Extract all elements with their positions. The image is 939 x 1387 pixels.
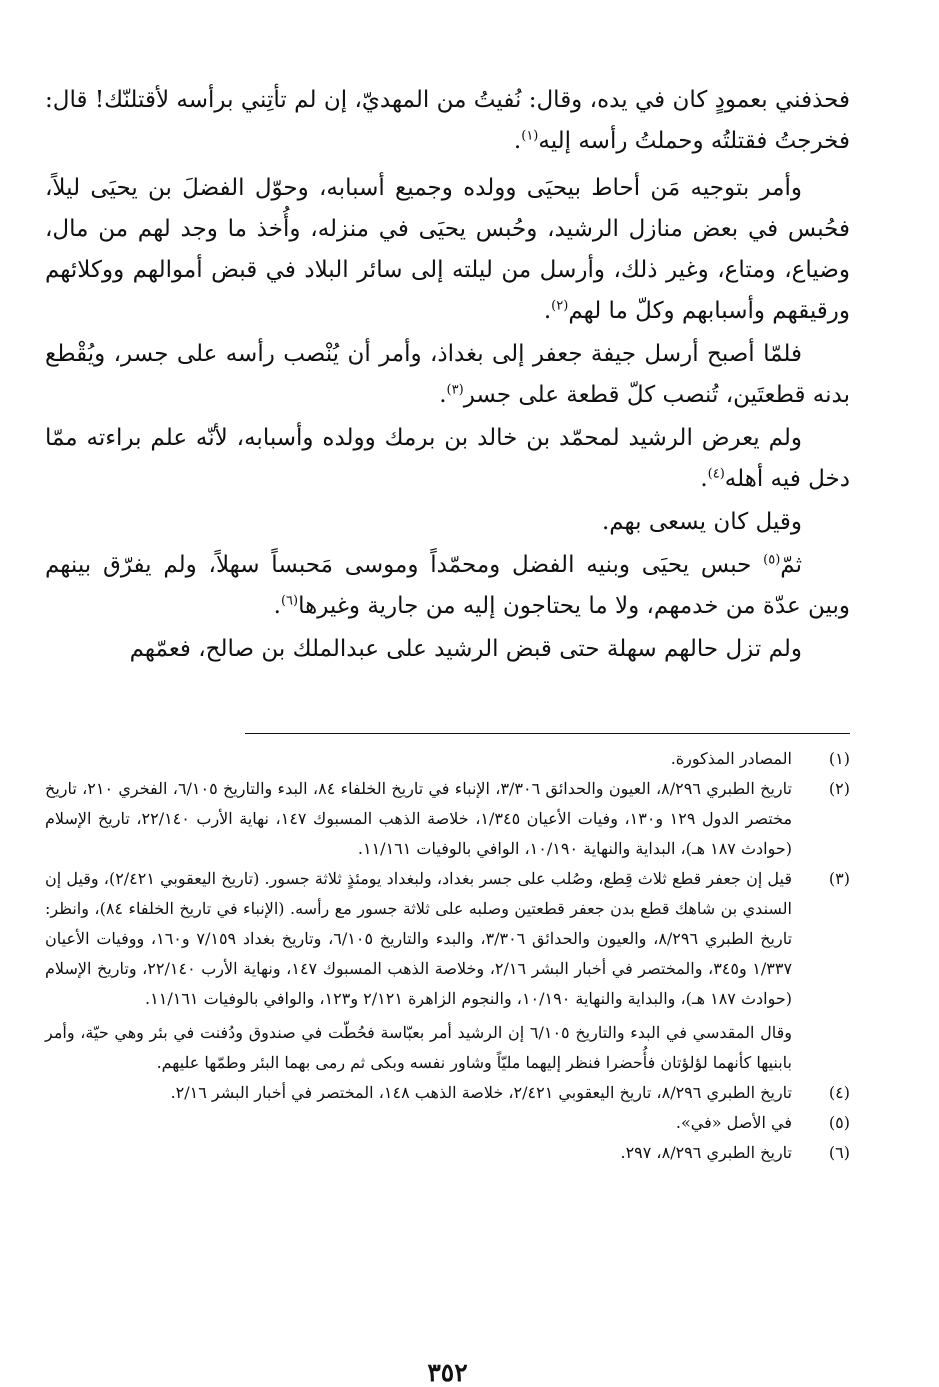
paragraph-2-text: وأمر بتوجيه مَن أحاط بيحيَى وولده وجميع أسبابه، وحوّل الفضلَ بن يحيَى ليلاً، فحُبس في بعض منازل الرشيد، وحُبس يحيَى في منزله، وأُخذ ما وجد لهم من مال، وضياع، ومتاع، وغير ذلك، وأرسل من ليلته إلى سائر البلاد في قبض أموالهم ووكلائهم ورقيقهم وأسبابهم وكلّ ما لهم: [45, 175, 850, 324]
footnote-4: [45, 1078, 850, 1108]
footnote-body: [45, 864, 792, 1078]
paragraph-6-text: حبس يحيَى وبنيه الفضل ومحمّداً وموسى مَحبساً سهلاً، ولم يفرّق بينهم وبين عدّة من خدمهم، ولا ما يحتاجون إليه من جارية وغيرها: [45, 552, 850, 619]
paragraph-4: ولم يعرض الرشيد لمحمّد بن خالد بن برمك وولده وأسبابه، لأنّه علم براءته ممّا دخل فيه أهله$^{(٤)}$.: [45, 425, 850, 492]
footnote-text: المصادر المذكورة.: [670, 749, 792, 768]
footnote-text: تاريخ الطبري ٨/٢٩٦، تاريخ اليعقوبي ٢/٤٢١، خلاصة الذهب ١٤٨، المختصر في أخبار البشر ٢/١٦.: [170, 1083, 792, 1102]
footnote-ref-2[interactable]: (٢): [551, 298, 569, 314]
footnote-ref-5[interactable]: (٥): [763, 552, 781, 568]
footnote-text: في الأصل «في».: [675, 1113, 792, 1132]
paragraph-7: [45, 629, 850, 670]
page-number: ٣٥٢: [427, 1358, 468, 1387]
footnote-text: قيل إن جعفر قطع ثلاث قِطع، وصُلب على جسر بغداد، ولبغداد يومئذٍ ثلاثة جسور. (تاريخ اليعقوبي ٢/٤٢١)، وقيل إن السندي بن شاهك قطع بدن جعفر قطعتين وصلبه على ثلاثة جسور مع رأسه. (الإنباء في تاريخ الخلفاء ٨٤)، وانظر: تاريخ الطبري ٨/٢٩٦، والعيون والحدائق ٣/٣٠٦، والبدء والتاريخ ٦/١٠٥، وتاريخ بغداد ٧/١٥٩ و١٦٠، ووفيات الأعيان ١/٣٣٧ و٣٤٥، والمختصر في أخبار البشر ٢/١٦، وخلاصة الذهب المسبوك ١٤٧، ونهاية الأرب ٢٢/١٤٠، وتاريخ الإسلام (حوادث ١٨٧ هـ)، والبداية والنهاية ١٠/١٩٠، والنجوم الزاهرة ٢/١٢١ و١٢٣، والوافي بالوفيات ١١/١٦١.: [45, 869, 793, 1008]
paragraph-2: وأمر بتوجيه مَن أحاط بيحيَى وولده وجميع أسبابه، وحوّل الفضلَ بن يحيَى ليلاً، فحُبس في بعض منازل الرشيد، وحُبس يحيَى في منزله، وأُخذ ما وجد لهم من مال، وضياع، ومتاع، وغير ذلك، وأرسل من ليلته إلى سائر البلاد في قبض أموالهم ووكلائهم ورقيقهم وأسبابهم وكلّ ما لهم$^{(٢)}$.: [45, 175, 850, 324]
paragraph-6-lead: ثمّ: [780, 552, 802, 578]
main-text: [45, 80, 850, 670]
footnote-number: (١): [828, 749, 850, 768]
page: [45, 80, 850, 1387]
footnote-ref-4[interactable]: (٤): [707, 466, 725, 482]
footnote-number: (٣): [828, 869, 850, 888]
paragraph-1-text: فحذفني بعمودٍ كان في يده، وقال: نُفيتُ من المهديّ، إن لم تأتِني برأسه لأقتلنّك! قال: فخرجتُ فقتلتُه وحملتُ رأسه إليه: [45, 87, 850, 154]
paragraph-3: فلمّا أصبح أرسل جيفة جعفر إلى بغداذ، وأمر أن يُنْصب رأسه على جسر، ويُقْطع بدنه قطعتَين، تُنصب كلّ قطعة على جسر$^{(٣)}$.: [45, 341, 850, 408]
footnote-ref-3[interactable]: (٣): [446, 382, 464, 398]
footnote-2: [45, 774, 850, 864]
footnote-text: تاريخ الطبري ٨/٢٩٦، ٢٩٧.: [620, 1143, 792, 1162]
footnote-separator: [245, 733, 850, 734]
footnote-number: (٥): [828, 1113, 850, 1132]
paragraph-7-text: ولم تزل حالهم سهلة حتى قبض الرشيد على عبدالملك بن صالح، فعمّهم: [129, 636, 802, 662]
paragraph-5: [45, 502, 850, 543]
paragraph-3-text: فلمّا أصبح أرسل جيفة جعفر إلى بغداذ، وأمر أن يُنْصب رأسه على جسر، ويُقْطع بدنه قطعتَين، تُنصب كلّ قطعة على جسر: [45, 341, 850, 408]
footnote-number: (٦): [828, 1143, 850, 1162]
footnotes: [45, 744, 850, 1168]
footnote-3: [45, 864, 850, 1078]
footnote-number: (٤): [828, 1083, 850, 1102]
footnote-number: (٢): [828, 779, 850, 798]
footnote-ref-1[interactable]: (١): [521, 128, 539, 144]
footnote-ref-6[interactable]: (٦): [280, 593, 299, 609]
footnote-5: [45, 1108, 850, 1138]
paragraph-6: ثمّ$^{(٥)}$ حبس يحيَى وبنيه الفضل ومحمّداً وموسى مَحبساً سهلاً، ولم يفرّق بينهم وبين عدّة من خدمهم، ولا ما يحتاجون إليه من جارية وغيرها$^{(٦)}$.: [45, 552, 850, 619]
footnote-continuation: وقال المقدسي في البدء والتاريخ ٦/١٠٥ إن الرشيد أمر بعبّاسة فحُطّت في صندوق ودُفنت في بئر وهي حيّة، وأمر بابنيها كأنهما لؤلؤتان فأُحضرا فنظر إليهما مليّاً وشاور نفسه وبكى ثم رمى بهما البئر وطمّها عليهم.: [45, 1023, 793, 1072]
paragraph-4-text: ولم يعرض الرشيد لمحمّد بن خالد بن برمك وولده وأسبابه، لأنّه علم براءته ممّا دخل فيه أهله: [45, 425, 850, 492]
footnote-1: [45, 744, 850, 774]
footnote-6: [45, 1138, 850, 1168]
paragraph-5-text: وقيل كان يسعى بهم.: [601, 509, 802, 535]
footnote-text: تاريخ الطبري ٨/٢٩٦، العيون والحدائق ٣/٣٠٦، الإنباء في تاريخ الخلفاء ٨٤، البدء والتاريخ ٦/١٠٥، الفخري ٢١٠، تاريخ مختصر الدول ١٢٩ و١٣٠، وفيات الأعيان ١/٣٤٥، خلاصة الذهب المسبوك ١٤٧، نهاية الأرب ٢٢/١٤٠، تاريخ الإسلام (حوادث ١٨٧ هـ)، البداية والنهاية ١٠/١٩٠، الوافي بالوفيات ١١/١٦١.: [45, 779, 793, 858]
paragraph-1: فحذفني بعمودٍ كان في يده، وقال: نُفيتُ من المهديّ، إن لم تأتِني برأسه لأقتلنّك! قال: فخرجتُ فقتلتُه وحملتُ رأسه إليه$^{(١)}$.: [45, 87, 850, 154]
